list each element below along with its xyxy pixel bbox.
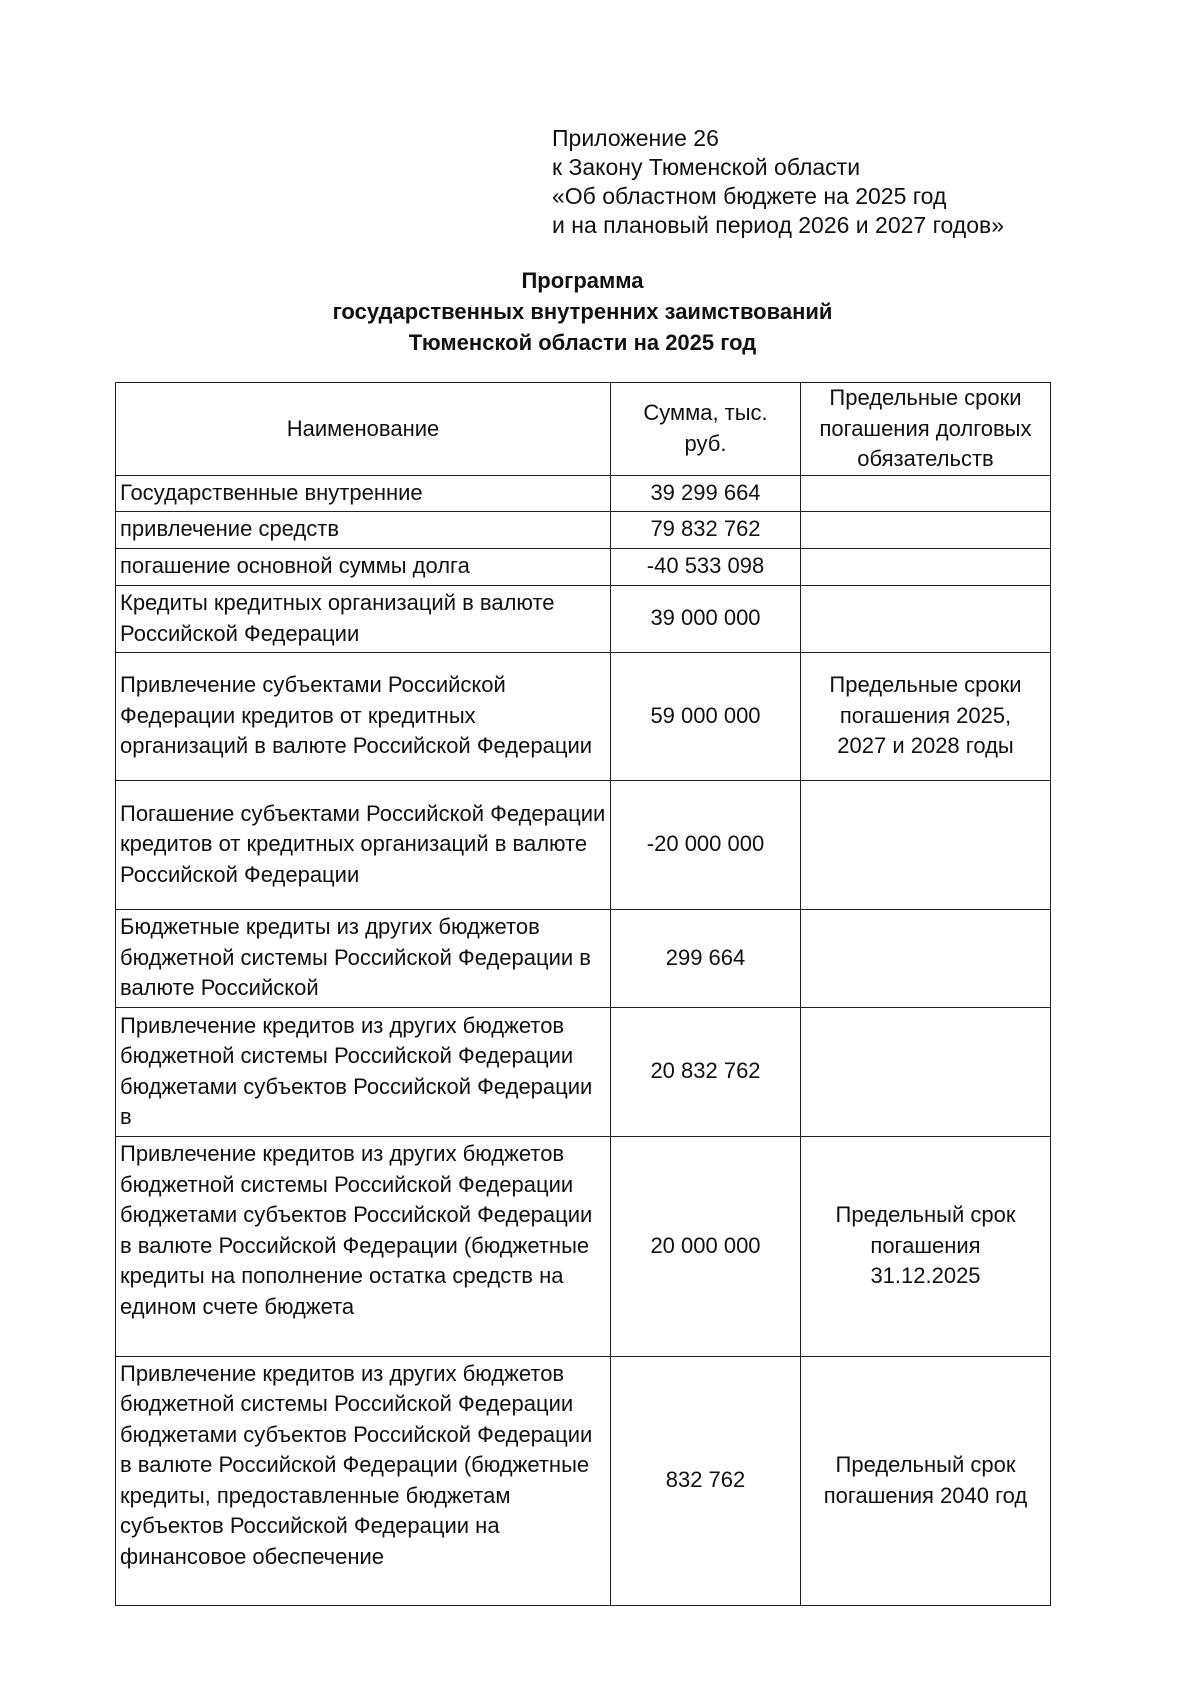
row-sum: -20 000 000 — [611, 780, 801, 909]
row-name: Кредиты кредитных организаций в валюте Российской Федерации — [116, 585, 611, 652]
row-sum: 20 000 000 — [611, 1136, 801, 1356]
row-name: Привлечение субъектами Российской Федерации кредитов от кредитных организаций в валюте Российской Федерации — [116, 652, 611, 780]
appendix-note — [552, 124, 1004, 240]
row-term — [801, 780, 1051, 909]
row-term: Предельные сроки погашения 2025, 2027 и 2028 годы — [801, 652, 1051, 780]
row-sum: 299 664 — [611, 909, 801, 1007]
row-sum: 59 000 000 — [611, 652, 801, 780]
row-term — [801, 909, 1051, 1007]
row-name: Привлечение кредитов из других бюджетов бюджетной системы Российской Федерации бюджетами субъектов Российской Федерации в валюте Российской Федерации (бюджетные кредиты на пополнение остатка средств на едином счете бюджета — [120, 1141, 593, 1319]
title-line: государственных внутренних заимствований — [332, 299, 833, 324]
row-sum: 20 832 762 — [611, 1007, 801, 1136]
row-name: привлечение средств — [116, 511, 611, 548]
table-row — [116, 780, 1051, 909]
table-row — [116, 475, 1051, 511]
row-sum: 39 000 000 — [611, 585, 801, 652]
row-name: Привлечение кредитов из других бюджетов бюджетной системы Российской Федерации бюджетами субъектов Российской Федерации в — [120, 1012, 593, 1129]
row-name: погашение основной суммы долга — [116, 548, 611, 585]
row-name-cell — [116, 909, 611, 1007]
appendix-line: Приложение 26 — [552, 125, 719, 151]
row-name: Погашение субъектами Российской Федерации кредитов от кредитных организаций в валюте Российской Федерации — [116, 780, 611, 909]
row-term — [801, 585, 1051, 652]
row-name-cell — [116, 1007, 611, 1136]
table-row — [116, 1007, 1051, 1136]
title-line: Программа — [521, 268, 644, 293]
appendix-line: «Об областном бюджете на 2025 год — [552, 183, 947, 209]
row-name: Государственные внутренние — [116, 475, 611, 511]
appendix-line: к Закону Тюменской области — [552, 154, 861, 180]
row-name: Бюджетные кредиты из других бюджетов бюджетной системы Российской Федерации в валюте Российской — [120, 914, 591, 1000]
row-term — [801, 548, 1051, 585]
table-row — [116, 652, 1051, 780]
row-sum: -40 533 098 — [611, 548, 801, 585]
appendix-line: и на плановый период 2026 и 2027 годов» — [552, 212, 1004, 238]
row-name-cell — [116, 1356, 611, 1605]
table-row — [116, 585, 1051, 652]
header-sum: Сумма, тыс. руб. — [611, 383, 801, 476]
borrowing-program-table — [115, 382, 1051, 1606]
table-row — [116, 511, 1051, 548]
header-term: Предельные сроки погашения долговых обязательств — [801, 383, 1051, 476]
row-term: Предельный срок погашения 31.12.2025 — [801, 1136, 1051, 1356]
table-row — [116, 909, 1051, 1007]
table-row — [116, 548, 1051, 585]
header-name: Наименование — [116, 383, 611, 476]
row-sum: 79 832 762 — [611, 511, 801, 548]
document-title — [115, 265, 1050, 358]
table-header-row — [116, 383, 1051, 476]
row-name-cell — [116, 1136, 611, 1356]
table-row — [116, 1136, 1051, 1356]
row-term — [801, 511, 1051, 548]
row-sum: 39 299 664 — [611, 475, 801, 511]
row-term: Предельный срок погашения 2040 год — [801, 1356, 1051, 1605]
title-line: Тюменской области на 2025 год — [408, 330, 757, 355]
row-name: Привлечение кредитов из других бюджетов бюджетной системы Российской Федерации бюджетами субъектов Российской Федерации в валюте Российской Федерации (бюджетные кредиты, предоставленные бюджетам субъектов Российской Федерации на финансовое обеспечение — [120, 1360, 593, 1569]
row-sum: 832 762 — [611, 1356, 801, 1605]
row-term — [801, 1007, 1051, 1136]
row-term — [801, 475, 1051, 511]
table-row — [116, 1356, 1051, 1605]
